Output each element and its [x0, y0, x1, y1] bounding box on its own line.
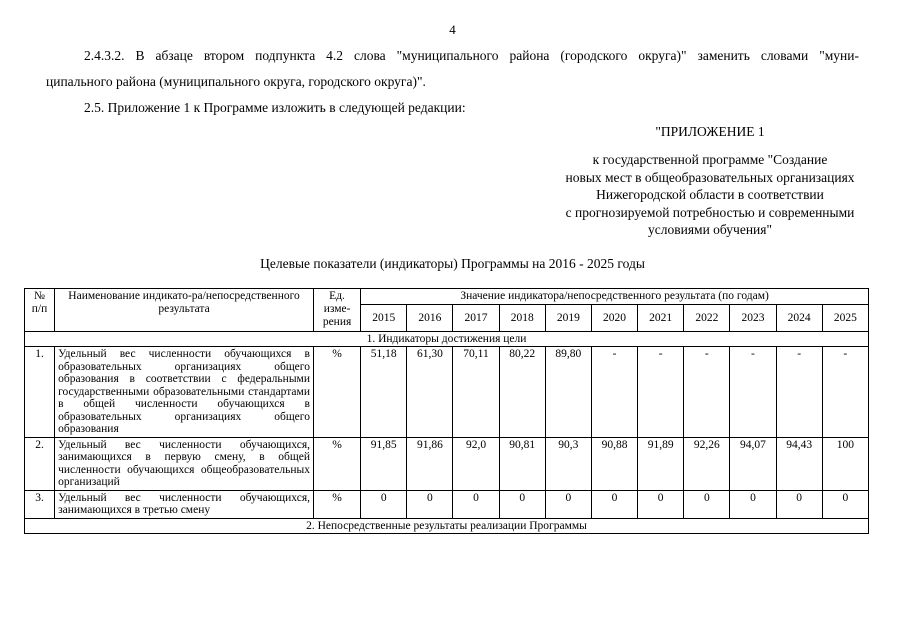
page-number: 4	[449, 22, 456, 37]
year-value: 51,18	[361, 347, 407, 438]
year-value: -	[638, 347, 684, 438]
appendix-line: Нижегородской области в соответствии	[596, 187, 824, 202]
year-value: 90,88	[591, 437, 637, 490]
year-header: 2016	[407, 305, 453, 332]
appendix-line: новых мест в общеобразовательных организациях	[565, 169, 855, 185]
header-values: Значение индикатора/непосредственного результата (по годам)	[361, 289, 869, 305]
year-value: 70,11	[453, 347, 499, 438]
row-number: 2.	[25, 437, 55, 490]
appendix-line: к государственной программе "Создание	[592, 152, 828, 167]
year-header: 2018	[499, 305, 545, 332]
year-value: 0	[545, 490, 591, 518]
year-value: 0	[822, 490, 868, 518]
paragraph-2-5: 2.5. Приложение 1 к Программе изложить в следующей редакции:	[84, 100, 466, 115]
section-1-title: 1. Индикаторы достижения цели	[25, 332, 869, 347]
year-header: 2020	[591, 305, 637, 332]
indicator-name: Удельный вес численности обучающихся, занимающихся в первую смену, в общей численности обучающихся общеобразовательных организаций	[55, 437, 314, 490]
year-value: 94,43	[776, 437, 822, 490]
appendix-line: с прогнозируемой потребностью и современными	[565, 204, 855, 220]
table-title: Целевые показатели (индикаторы) Программы на 2016 - 2025 годы	[260, 256, 645, 271]
appendix-heading: "ПРИЛОЖЕНИЕ 1	[655, 124, 765, 139]
year-header: 2015	[361, 305, 407, 332]
year-header: 2024	[776, 305, 822, 332]
indicator-name: Удельный вес численности обучающихся в образовательных организациях общего образования в соответствии с федеральными государственными образовательными стандартами в общей численности обучающихся в образовательных организациях общего образования	[55, 347, 314, 438]
year-value: -	[730, 347, 776, 438]
year-value: 0	[684, 490, 730, 518]
unit: %	[313, 490, 360, 518]
year-header: 2023	[730, 305, 776, 332]
unit: %	[313, 347, 360, 438]
year-value: 0	[776, 490, 822, 518]
year-header: 2019	[545, 305, 591, 332]
year-value: 91,86	[407, 437, 453, 490]
table-row	[25, 437, 869, 490]
year-value: 61,30	[407, 347, 453, 438]
year-value: 0	[638, 490, 684, 518]
year-value: 92,26	[684, 437, 730, 490]
year-value: 89,80	[545, 347, 591, 438]
year-value: 90,3	[545, 437, 591, 490]
row-number: 3.	[25, 490, 55, 518]
year-value: 0	[453, 490, 499, 518]
section-row	[25, 518, 869, 533]
table-row	[25, 490, 869, 518]
header-num: № п/п	[25, 289, 55, 332]
section-row	[25, 332, 869, 347]
year-header: 2022	[684, 305, 730, 332]
indicator-name: Удельный вес численности обучающихся, занимающихся в третью смену	[55, 490, 314, 518]
appendix-subtitle	[470, 151, 905, 239]
indicators-table	[24, 288, 869, 534]
header-unit: Ед. изме-рения	[313, 289, 360, 332]
table-row	[25, 347, 869, 438]
paragraph-2-4-3-2-line1: 2.4.3.2. В абзаце втором подпункта 4.2 слова "муниципального района (городского округа)" заменить словами "муни-	[84, 48, 859, 63]
year-value: 0	[591, 490, 637, 518]
year-value: -	[591, 347, 637, 438]
unit: %	[313, 437, 360, 490]
section-2-title: 2. Непосредственные результаты реализации Программы	[25, 518, 869, 533]
year-value: 100	[822, 437, 868, 490]
year-value: 0	[407, 490, 453, 518]
appendix-line: условиями обучения"	[648, 222, 772, 237]
year-value: 91,85	[361, 437, 407, 490]
year-value: 0	[499, 490, 545, 518]
year-value: 90,81	[499, 437, 545, 490]
year-value: -	[684, 347, 730, 438]
year-header: 2017	[453, 305, 499, 332]
year-value: 80,22	[499, 347, 545, 438]
year-value: -	[776, 347, 822, 438]
year-value: 91,89	[638, 437, 684, 490]
table-body	[25, 332, 869, 534]
year-header: 2021	[638, 305, 684, 332]
year-value: 92,0	[453, 437, 499, 490]
header-name: Наименование индикато-ра/непосредственного результата	[55, 289, 314, 332]
year-value: 0	[730, 490, 776, 518]
year-header: 2025	[822, 305, 868, 332]
year-value: 94,07	[730, 437, 776, 490]
row-number: 1.	[25, 347, 55, 438]
year-value: -	[822, 347, 868, 438]
paragraph-2-4-3-2-line2: ципального района (муниципального округа, городского округа)".	[46, 74, 426, 89]
year-value: 0	[361, 490, 407, 518]
